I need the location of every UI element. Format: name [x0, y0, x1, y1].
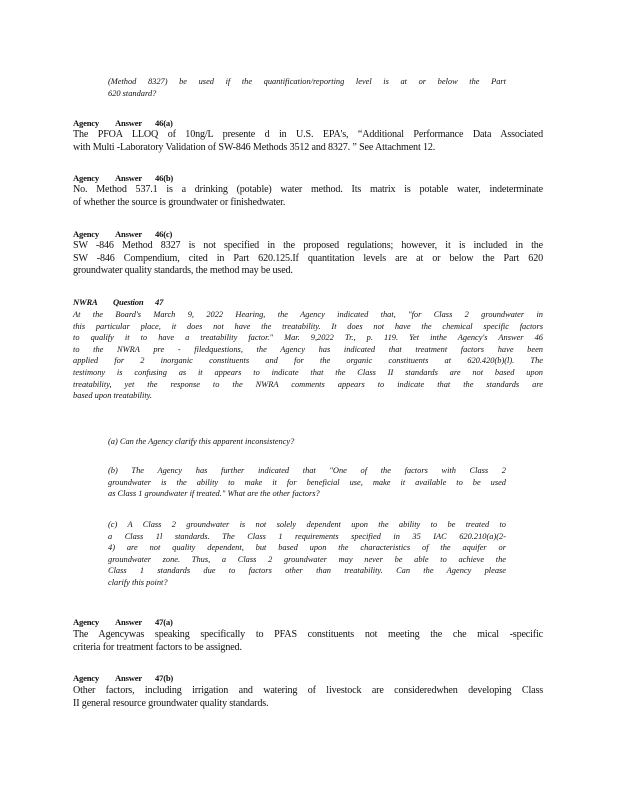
- subquestion-b: [108, 465, 506, 500]
- text-line: applied for 2 inorganic constituents and for the organic constituents at 620.420(b)(l). The: [73, 356, 543, 366]
- question-46c-tail: [108, 76, 506, 99]
- text-line: this particular place, it does not have the treatability. It does not have the chemical specific factors: [73, 321, 543, 331]
- answer-label: Agency: [73, 617, 100, 627]
- text-line: clarify this point?: [108, 577, 168, 587]
- text-line: groundwater zone. Thus, a Class 2 groundwater may never be able to achieve the: [108, 554, 506, 564]
- answer-type: Answer: [115, 617, 142, 627]
- text-line: to qualify it to have a treatability factor." Mar. 9,2022 Tr., p. 119. Yet inthe Agency's Answer 46: [73, 333, 543, 343]
- answer-number: 46(b): [155, 173, 174, 183]
- answer-label: Agency: [73, 173, 100, 183]
- text-line: testimony is confusing as it appears to indicate that the Class II standards are not based upon: [73, 367, 543, 377]
- answer-47a-header: [73, 617, 543, 628]
- text-line: The Agencywas speaking specifically to PFAS constituents not meeting the che mical -specific: [73, 629, 543, 640]
- text-line: to the NWRA pre - filedquestions, the Agency has indicated that treatment factors have been: [73, 344, 543, 354]
- answer-47a-text: [73, 629, 543, 654]
- answer-47b-text: [73, 685, 543, 710]
- answer-46b-header: [73, 173, 543, 184]
- answer-47b-header: [73, 673, 543, 684]
- text-line: No. Method 537.1 is a drinking (potable) water method. Its matrix is potable water, indeterminate: [73, 184, 543, 195]
- answer-label: Agency: [73, 118, 100, 128]
- text-line: treatability, yet the response to the NWRA comments appears to indicate that the standards are: [73, 379, 543, 389]
- answer-number: 47(a): [155, 617, 173, 627]
- question-number: 47: [155, 297, 164, 307]
- subquestion-a: [108, 436, 506, 448]
- text-line: (a) Can the Agency clarify this apparent inconsistency?: [108, 437, 295, 446]
- text-line: groundwater quality standards, the method may be used.: [73, 265, 293, 277]
- answer-46b-text: [73, 184, 543, 209]
- text-line: as Class 1 groundwater if treated." What are the other factors?: [108, 489, 320, 499]
- question-label: NWRA: [73, 297, 98, 307]
- answer-type: Answer: [115, 673, 142, 683]
- text-line: based upon treatability.: [73, 391, 153, 401]
- answer-46a-text: [73, 129, 543, 154]
- answer-type: Answer: [115, 173, 142, 183]
- nwra-question-header: [73, 297, 543, 308]
- text-line: groundwater is the ability to make it for beneficial use, make it available to be used: [108, 477, 506, 487]
- answer-46c-header: [73, 229, 543, 240]
- answer-46c-text: [73, 240, 543, 278]
- text-line: of whether the source is groundwater or finishedwater.: [73, 196, 286, 208]
- text-line: II general resource groundwater quality standards.: [73, 697, 269, 709]
- text-line: (b) The Agency has further indicated that "One of the factors with Class 2: [108, 466, 506, 475]
- text-line: SW -846 Method 8327 is not specified in the proposed regulations; however, it is included in the: [73, 240, 543, 251]
- text-line: 620 standard?: [108, 88, 157, 98]
- text-line: criteria for treatment factors to be assigned.: [73, 641, 242, 653]
- answer-46a-header: [73, 118, 543, 129]
- text-line: with Multi -Laboratory Validation of SW-846 Methods 3512 and 8327. ” See Attachment 12.: [73, 141, 436, 153]
- text-line: SW -846 Compendium, cited in Part 620.125.If quantitation levels are at or below the Part 620: [73, 252, 543, 264]
- question-type: Question: [113, 297, 144, 307]
- text-line: (c) A Class 2 groundwater is not solely dependent upon the ability to be treated to: [108, 520, 506, 529]
- text-line: The PFOA LLOQ of 10ng/L presente d in U.S. EPA's, “Additional Performance Data Associated: [73, 129, 543, 140]
- nwra-question-text: [73, 309, 543, 402]
- answer-number: 47(b): [155, 673, 174, 683]
- text-line: (Method 8327) be used if the quantification/reporting level is at or below the Part: [108, 77, 506, 86]
- answer-type: Answer: [115, 118, 142, 128]
- text-line: 4) are not quality dependent, but based upon the characteristics of the aquifer or: [108, 543, 506, 553]
- text-line: Class 1 standards due to factors other than treatability. Can the Agency please: [108, 566, 506, 576]
- answer-number: 46(a): [155, 118, 173, 128]
- subquestion-c: [108, 519, 506, 589]
- answer-type: Answer: [115, 229, 142, 239]
- answer-label: Agency: [73, 673, 100, 683]
- answer-label: Agency: [73, 229, 100, 239]
- text-line: Other factors, including irrigation and watering of livestock are consideredwhen developing Class: [73, 685, 543, 696]
- text-line: a Class 1l standards. The Class 1 requirements specified in 35 IAC 620.210(a)(2-: [108, 531, 506, 541]
- answer-number: 46(c): [155, 229, 173, 239]
- text-line: At the Board's March 9, 2022 Hearing, the Agency indicated that, "for Class 2 groundwater in: [73, 310, 543, 319]
